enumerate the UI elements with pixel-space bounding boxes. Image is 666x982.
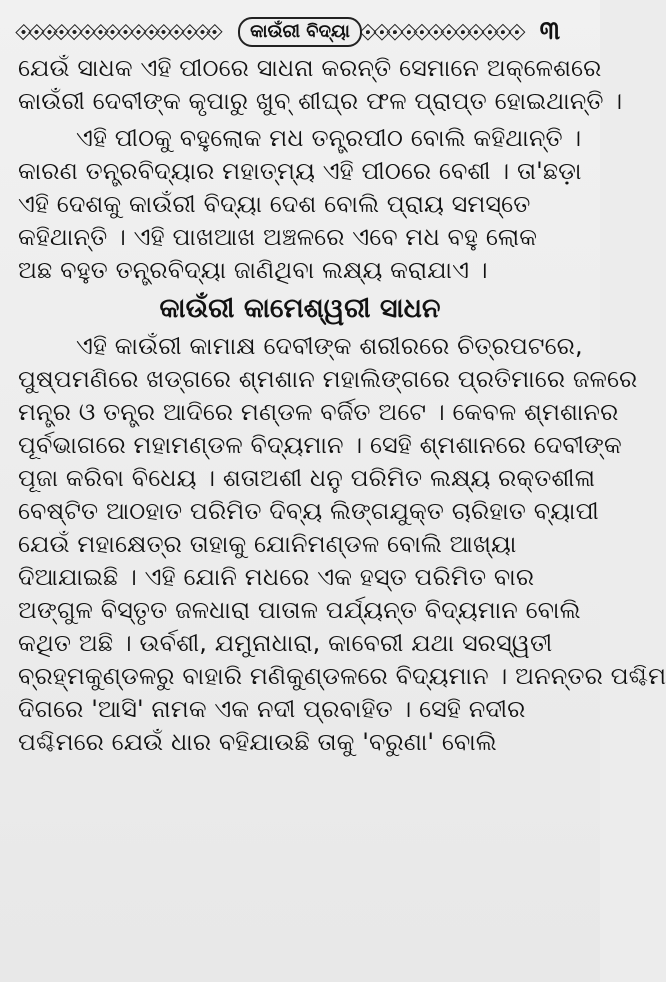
paragraph-line: କହିଥାନ୍ତି । ଏହି ପାଖଆଖ ଅଞ୍ଚଳରେ ଏବେ ମଧ ବହୁ ଲୋକ (18, 223, 538, 251)
page-header (18, 14, 582, 50)
paragraph-line: ପୁଷ୍ପମଣିରେ ଖଡ୍‌ଗରେ ଶ୍ମଶାନ ମହାଲିଙ୍ଗରେ ପ୍ରତିମାରେ ଜଳରେ (18, 365, 638, 393)
page-number: ୩ (539, 16, 560, 46)
paragraph-line: ବେଷ୍ଟିତ ଆଠହାତ ପରିମିତ ଦିବ୍ୟ ଲିଙ୍ଗଯୁକ୍ତ ଚାରିହାତ ବ୍ୟାପୀ (18, 497, 599, 525)
paragraph-line: ପୂଜା କରିବା ବିଧେୟ । ଶତାଅଶୀ ଧନୁ ପରିମିତ ଲକ୍ଷ୍ୟ ରକ୍ତଶୀଳା (18, 464, 596, 492)
paragraph-line: ଏହି କାଉଁରୀ କାମାକ୍ଷ ଦେବୀଙ୍କ ଶରୀରରେ ଚିତ୍ରପଟରେ, (76, 332, 583, 360)
paragraph-line: ଅଙ୍ଗୁଳ ବିସ୍ତୃତ ଜଳଧାରା ପାତାଳ ପର୍ଯ୍ୟନ୍ତ ବିଦ୍ୟମାନ ବୋଲି (18, 596, 581, 624)
paragraph-line: କାଉଁରୀ ଦେବୀଙ୍କ କୃପାରୁ ଖୁବ୍ ଶୀଘ୍ର ଫଳ ପ୍ରାପ୍ତ ହୋଇଥାନ୍ତି । (18, 87, 623, 115)
paragraph-line: ବ୍ରହ୍ମକୁଣ୍ଡଳରୁ ବାହାରି ମଣିକୁଣ୍ଡଳରେ ବିଦ୍ୟମାନ । ଅନନ୍ତର ପଶ୍ଚିମ (18, 662, 666, 690)
decorative-border-right (362, 24, 522, 40)
paragraph-line: ଦିଗରେ 'ଆସି' ନାମକ ଏକ ନଦୀ ପ୍ରବାହିତ । ସେହି ନଦୀର (18, 695, 526, 723)
paragraph-line: ପୂର୍ବଭାଗରେ ମହାମଣ୍ଡଳ ବିଦ୍ୟମାନ । ସେହି ଶ୍ମଶାନରେ ଦେବୀଙ୍କ (18, 431, 622, 459)
paragraph-line: ଅଛ ବହୁତ ତନ୍ତ୍ରବିଦ୍ୟା ଜାଣିଥିବା ଲକ୍ଷ୍ୟ କରାଯାଏ । (18, 256, 488, 284)
paragraph-line: କଥିତ ଅଛି । ଉର୍ବଶୀ, ଯମୁନାଧାରା, କାବେରୀ ଯଥା ସରସ୍ୱତୀ (18, 629, 553, 657)
decorative-border-left (18, 24, 220, 40)
paragraph-line: ଏହି ପୀଠକୁ ବହୁଲୋକ ମଧ ତନ୍ତ୍ରପୀଠ ବୋଲି କହିଥାନ୍ତି । (76, 124, 582, 152)
paragraph-line: ପଶ୍ଚିମରେ ଯେଉଁ ଧାର ବହିଯାଉଛି ତାକୁ 'ବରୁଣା' ବୋଲି (18, 728, 497, 756)
paragraph-line: ଯେଉଁ ମହାକ୍ଷେତ୍ର ତାହାକୁ ଯୋନିମଣ୍ଡଳ ବୋଲି ଆଖ୍ୟା (18, 530, 517, 558)
paragraph-line: ଯେଉଁ ସାଧକ ଏହି ପୀଠରେ ସାଧନା କରନ୍ତି ସେମାନେ ଅକ୍ଳେଶରେ (18, 54, 602, 82)
paragraph-line: ଦିଆଯାଇଛି । ଏହି ଯୋନି ମଧରେ ଏକ ହସ୍ତ ପରିମିତ ବାର (18, 563, 535, 591)
body-text (18, 52, 666, 759)
paragraph-line: ଏହି ଦେଶକୁ କାଉଁରୀ ବିଦ୍ୟା ଦେଶ ବୋଲି ପ୍ରାୟ ସମସ୍ତେ (18, 190, 531, 218)
paragraph-line: ମନ୍ତ୍ର ଓ ତନ୍ତ୍ର ଆଦିରେ ମଣ୍ଡଳ ବର୍ଜିତ ଅଟେ । କେବଳ ଶ୍ମଶାନର (18, 398, 619, 426)
running-title: କାଉଁରୀ ବିଦ୍ୟା (238, 17, 362, 47)
section-heading: କାଉଁରୀ କାମେଶ୍ୱରୀ ସାଧନ (159, 293, 441, 324)
paragraph-line: କାରଣ ତନ୍ତ୍ରବିଦ୍ୟାର ମହାତ୍ମ୍ୟ ଏହି ପୀଠରେ ବେଶୀ । ତା'ଛଡ଼ା (18, 157, 582, 185)
